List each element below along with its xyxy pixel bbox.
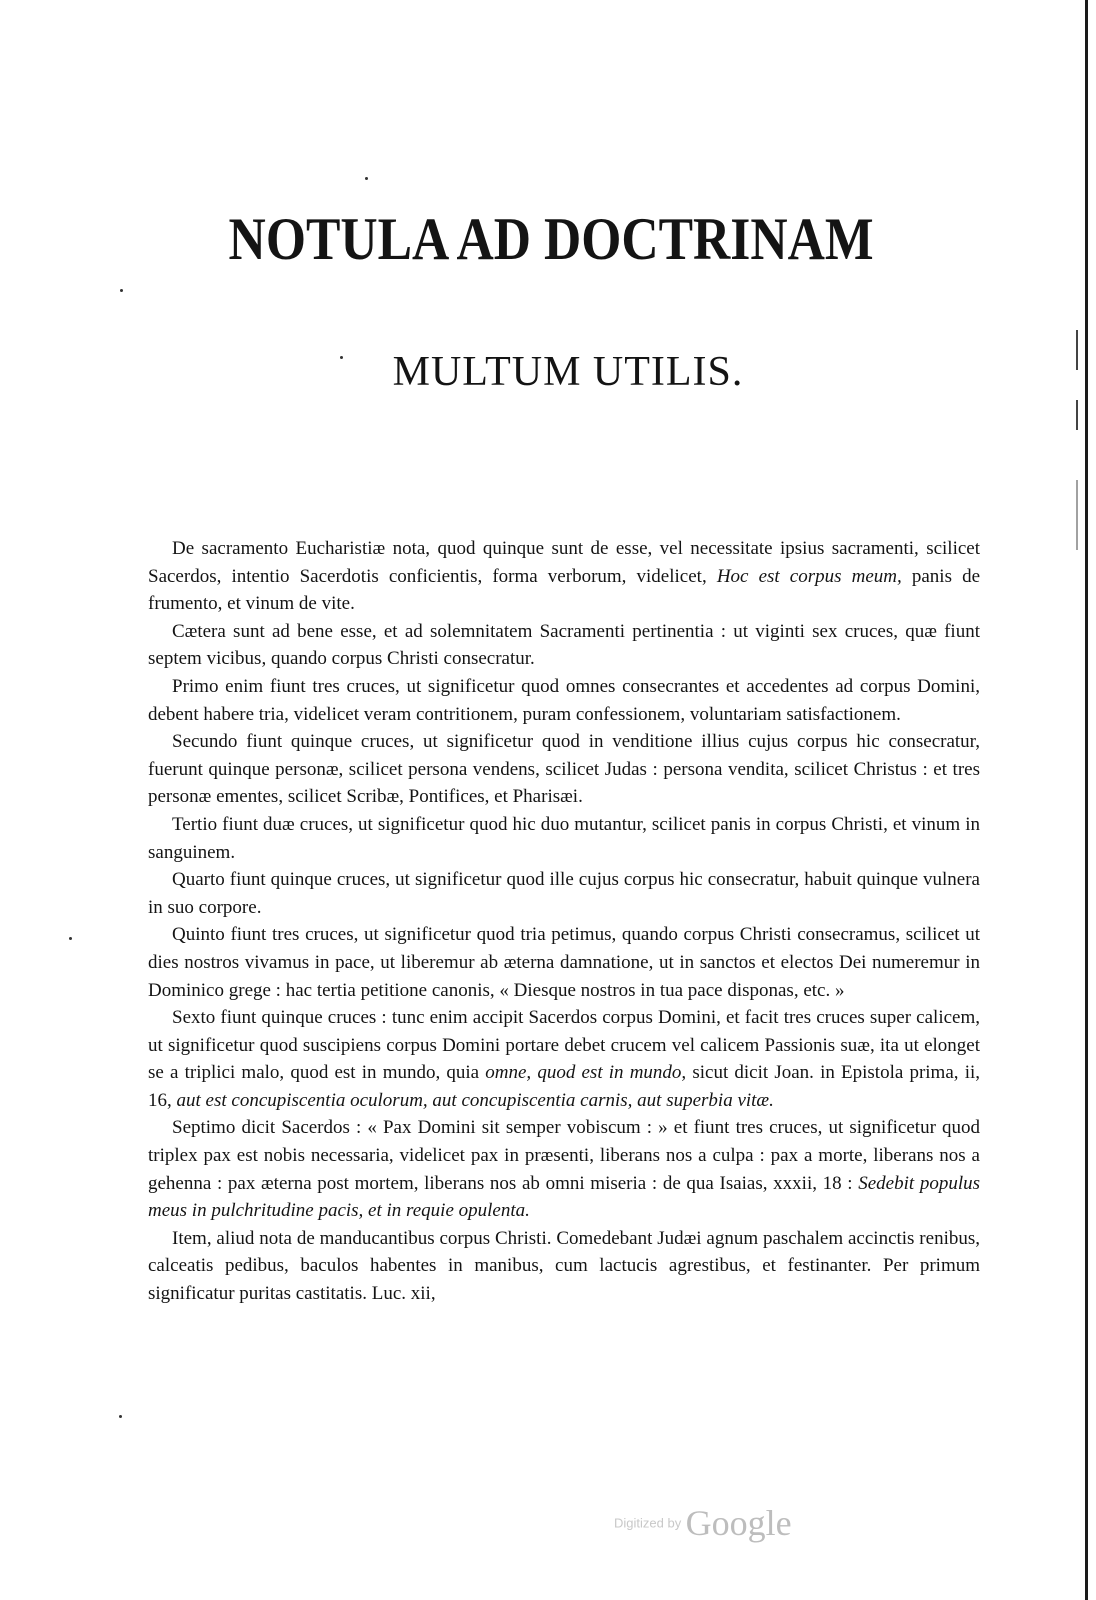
paragraph bbox=[148, 1114, 980, 1224]
paragraph bbox=[148, 535, 980, 618]
ink-speck bbox=[69, 937, 72, 940]
italic-text: Hoc est corpus meum, bbox=[716, 565, 902, 587]
paragraph-text: Septimo dicit Sacerdos : « Pax Domini sit semper vobiscum : » et fiunt tres cruces, ut significetur quod triplex pax est nobis necessaria, videlicet pax in præsenti, liberans nos a culpa : pax a morte, liberans nos a gehenna : pax æterna post mortem, liberans nos ab omni miseria : de qua Isaias, xxxii, 18 : bbox=[148, 1117, 980, 1194]
paragraph bbox=[148, 728, 980, 811]
edge-mark bbox=[1076, 400, 1078, 430]
paragraph-text: De sacramento Eucharistiæ nota, quod quinque sunt de esse, vel necessitate ipsius sacramenti, scilicet Sacerdos, intentio Sacerdotis conficientis, forma verborum, videlicet, bbox=[148, 538, 980, 587]
page-edge-line bbox=[1085, 0, 1088, 1600]
paragraph-text: panis de frumento, et vinum de vite. bbox=[148, 565, 980, 615]
digitized-watermark bbox=[614, 1502, 792, 1544]
digitized-label: Digitized by bbox=[614, 1515, 682, 1531]
paragraph-text: Sexto fiunt quinque cruces : tunc enim accipit Sacerdos corpus Domini, et facit tres cruces super calicem, ut significetur quod suscipiens corpus Domini portare debet crucem vel calicem Passionis suæ, ita ut elonget se a triplici malo, quod est in mundo, quia bbox=[148, 1007, 980, 1084]
italic-text: Sedebit populus meus in pulchritudine pacis, et in requie opulenta. bbox=[148, 1172, 980, 1222]
paragraph-text: Quarto fiunt quinque cruces, ut significetur quod ille cujus corpus hic consecratur, habuit quinque vulnera in suo corpore. bbox=[148, 869, 980, 918]
italic-text: aut est concupiscentia oculorum, aut concupiscentia carnis, aut superbia vitæ. bbox=[176, 1089, 774, 1111]
paragraph bbox=[148, 673, 980, 728]
body-text bbox=[148, 535, 980, 1308]
paragraph-text: Secundo fiunt quinque cruces, ut significetur quod in venditione illius cujus corpus hic consecratur, fuerunt quinque personæ, scilicet persona vendens, scilicet Judas : persona vendita, scilicet Christus : et tres personæ ementes, scilicet Scribæ, Pontifices, et Pharisæi. bbox=[148, 731, 980, 808]
page-subtitle: MULTUM UTILIS. bbox=[392, 349, 744, 395]
paragraph bbox=[148, 921, 980, 1004]
edge-mark bbox=[1076, 480, 1078, 550]
paragraph bbox=[148, 1225, 980, 1308]
ink-speck bbox=[365, 177, 368, 180]
paragraph-text: Quinto fiunt tres cruces, ut significetur quod tria petimus, quando corpus Christi consecramus, scilicet ut dies nostros vivamus in pace, ut liberemur ab æterna damnatione, ut in sanctos et electos Dei numeremur in Dominico grege : hac tertia petitione canonis, « Diesque nostros in tua pace disponas, etc. » bbox=[148, 924, 980, 1001]
paragraph bbox=[148, 618, 980, 673]
ink-speck bbox=[119, 1415, 122, 1418]
paragraph-text: Tertio fiunt duæ cruces, ut significetur quod hic duo mutantur, scilicet panis in corpus Christi, et vinum in sanguinem. bbox=[148, 813, 980, 863]
paragraph bbox=[148, 811, 980, 866]
ink-speck bbox=[120, 289, 123, 292]
paragraph-text: Cætera sunt ad bene esse, et ad solemnitatem Sacramenti pertinentia : ut viginti sex cruces, quæ fiunt septem vicibus, quando corpus Christi consecratur. bbox=[148, 620, 980, 670]
google-logo: Google bbox=[685, 1503, 792, 1543]
paragraph-text: Item, aliud nota de manducantibus corpus Christi. Comedebant Judæi agnum paschalem accinctis renibus, calceatis pedibus, baculos habentes in manibus, cum lactucis agrestibus, et festinanter. Per primum significatur puritas castitatis. Luc. xii, bbox=[148, 1227, 980, 1305]
paragraph bbox=[148, 1004, 980, 1114]
paragraph-text: sicut dicit Joan. in Epistola prima, ii, 16, bbox=[148, 1062, 980, 1111]
italic-text: omne, quod est in mundo, bbox=[485, 1062, 687, 1084]
paragraph bbox=[148, 866, 980, 921]
paragraph-text: Primo enim fiunt tres cruces, ut significetur quod omnes consecrantes et accedentes ad corpus Domini, debent habere tria, videlicet veram contritionem, puram confessionem, voluntariam satisfactionem. bbox=[148, 675, 980, 725]
page-title: NOTULA AD DOCTRINAM bbox=[228, 206, 874, 272]
